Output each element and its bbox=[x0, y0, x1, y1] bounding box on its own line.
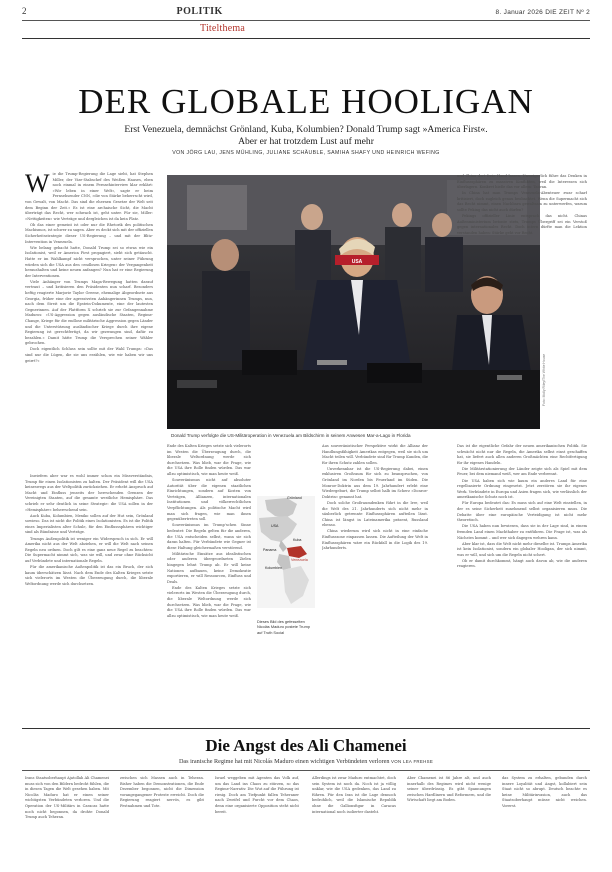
paragraph: Doch eigentlich Schluss sein sollte mit der Wahl Trumps: »Das sind nur die Lügen, die sie uns erzählen, wie wir haben wir uns geirrt?« bbox=[25, 347, 153, 363]
map-label-usa: USA bbox=[271, 524, 279, 528]
sub-headline: Die Angst des Ali Chamenei bbox=[205, 736, 407, 755]
map-label-groenland: Grönland bbox=[287, 496, 302, 500]
paragraph: Souveränismus nicht auf absoluter Autorität über die eigenen staatlichen Einrichtungen, sondern auf Kosten von Verträgen, Allianzen, internationalen Institutionen und völkerrechtlichen Verpflichtungen. Als politische Macht wird man sich fragen, wie man ihnen gegenübertreten soll. bbox=[167, 478, 251, 522]
sub-article-rule bbox=[22, 728, 590, 729]
paragraph: Militärische Einsätze aus idealistischen oder anderen übergeordneten Zielen hingegen lehnt Trump ab. Er will keine Nationen aufbauen, keine Demokratie exportieren, er will Ressourcen, Einfluss und Deals. bbox=[167, 551, 251, 584]
sub-deck-text: Das iranische Regime hat mit Nicolás Maduro einen wichtigen Verbündeten verloren bbox=[178, 758, 390, 765]
photo-credit: Foto: Molly Riley/The White House bbox=[542, 353, 546, 406]
paragraph: Das ist die eigentliche Gefahr der neuen amerikanischen Politik. Sie schwächt nicht nur die Regeln, die Amerika selbst einst geschaffen hat, sie liefert auch allen anderen Großmächten eine Rechtfertigung für ihr eigenes Handeln. bbox=[457, 444, 587, 465]
map-label-kolumbien: Kolumbien bbox=[265, 566, 282, 570]
paragraph: Souveränismus im Trump'schen Sinne bedeutet: Die Regeln gelten für die anderen, die USA entscheiden selbst, wann sie sich daran halten. Für Verbündete wie Gegner ist diese Haltung gleichermaßen verstörend. bbox=[167, 523, 251, 550]
page-header bbox=[22, 6, 590, 20]
paragraph: China wiederum wird sich nicht in eine einfache Einflusszone einpassen lassen. Die Aufteilung der Welt in Einflusssphären wäre ein Rückfall in die Logik des 19. Jahrhunderts. bbox=[322, 529, 428, 551]
map-label-kuba: Kuba bbox=[293, 538, 302, 542]
paragraph: Ob er damit durchkommt, hängt auch davon ab, wie die anderen reagieren. bbox=[457, 558, 587, 569]
sub-author: VON LEA FREHSE bbox=[391, 759, 434, 764]
paragraph: ie die Trump-Regierung die Lage sieht, hat Stephen Miller, der Vize-Stabschef des Weißen Hauses, eben noch einmal in einem Fernsehinterview klar erklärt: »Wir leben in einer Welt«, sagte er beim Fernsehsender CNN, »die von Stärke beherrscht wird, von Gewalt, von Macht. Das sind die ehernen Gesetze der Welt seit dem Beginn der Zeit.« Es ist eine archaische Sicht, die Macht überträgt das Recht, wer schwach ist, geht unter. Für sie, Miller: »Nettigkeiten« wie Verträge und dergleichen ist da kein Platz. bbox=[25, 172, 153, 221]
paragraph: Irans Staatsoberhaupt Ajatollah Ali Chamenei muss sich von den Bildern bedroht fühlen, die in diesen Tagen die Welt gesehen haben. Mit Nicolás Maduro hat er einen seiner wichtigsten Verbündeten verloren. Und die Operation der US-Militärs in Caracas hatte noch nicht begonnen, da drohte Donald Trump auch Teheran. bbox=[25, 776, 109, 820]
sub-deck-rule bbox=[22, 770, 590, 771]
main-headline: DER GLOBALE HOOLIGAN bbox=[78, 82, 534, 121]
paragraph: Unverkennbar ist die US-Regierung dabei, einen exklusiven Großraum für sich zu beanspruchen, von Grönland im Norden bis Feuerland im Süden. Die Monroe-Doktrin aus dem 19. Jahrhundert erlebt eine Wiedergeburt, die Trump selbst halb im Scherz »Donroe-Doktrin« genannt hat. bbox=[322, 466, 428, 499]
article-column-1-lower bbox=[25, 474, 153, 724]
sub-column-5 bbox=[407, 776, 491, 868]
paragraph: zwischen sich Massen auch in Teheran. Bisher haben die Demonstrationen, die Ende Dezember begonnen, nicht die Dimension vorangegangener Proteste erreicht. Doch die Regierung reagiert nervös, es gibt Festnahmen und Tote. bbox=[120, 776, 204, 808]
page-number: 2 bbox=[22, 6, 27, 16]
subsection-rule bbox=[22, 38, 590, 39]
section-title: POLITIK bbox=[176, 6, 223, 17]
paragraph: Ende des Kalten Krieges setzte sich vielerorts im Westen die Überzeugung durch, die liberale Weltordnung werde sich durchsetzen. Was blieb, war die Frage, wie die USA ihre Rolle finden würden. Das war allzu optimistisch, wie man heute weiß. bbox=[167, 585, 251, 618]
paragraph: Aus souveränistischer Perspektive wirkt die Allianz der Handlungsfähigkeit Amerikas entgegen, weil sie sich um Macht teilen will. Verbündete sind für Trump Kunden, die für ihren Schutz zahlen sollen. bbox=[322, 444, 428, 465]
paragraph: Für Europa bedeutet das: Es muss sich auf eine Welt einstellen, in der es seine Sicherheit zunehmend selbst organisieren muss. Die Debatte über eine europäische Verteidigung ist nicht mehr theoretisch. bbox=[457, 501, 587, 523]
drop-cap: W bbox=[25, 172, 50, 198]
subsection-title: Titelthema bbox=[200, 23, 245, 34]
map-inset bbox=[257, 496, 315, 608]
paragraph: Allerdings ist zwar Maduro entmachtet, doch sein System ist noch da. Noch ist ja völlig unklar, wie die USA gedenken, das Land zu führen. Für den Iran ist die Lage dennoch bedrohlich, weil die Islamische Republik ohne die Gallionsfigur in Caracas international noch isolierter dasteht. bbox=[312, 776, 396, 814]
paragraph: und China dort freie Hand lassen. Unweigerlich führe das Denken in Einflusssphären zu massiven Konflikten, weil die Interessen sich überlagern. Konkret hieße das vor allem: Taiwan. bbox=[457, 174, 587, 190]
sub-column-3 bbox=[215, 776, 299, 868]
paragraph: Pekings offizieller Linie entsprach das nicht. Chinas Außenministerium betonte stets, Trumps Übergriff sei ein Verstoß gegen internationales Recht. Doch intern dürfte man die Lektion verstanden haben: Stärke geht vor Recht. bbox=[457, 214, 587, 235]
paragraph: Trumps Außenpolitik ist weniger ein Widerspruch in sich. Er will Amerika nicht aus der Welt abziehen, er will die Welt nach seinen Regeln neu ordnen. Doch gilt es eine ganz neue Regel zu beachten: Die Supermacht nimmt sich, was sie will, und zwar ohne Rücksicht auf Verbündete und internationale Regeln. bbox=[25, 536, 153, 563]
main-deck bbox=[60, 124, 552, 148]
paragraph: Wie belang gebacht hatte, Donald Trump sei so etwas wie ein Isolationist, weil er America First propagiert, sieht sich getäuscht. Hatte er im Wahlkampf nicht versprochen, unter seiner Führung würden sich die USA aus den »endlosen Kriegen« der Vergangenheit heraushalten und keine neuen anfangen? Nun hat er eine Regierung der Interventionen. bbox=[25, 245, 153, 278]
paragraph: Ob das einer gemeint ist oder nur die Rhetorik des politischen Machismos, ist schwer zu sagen. Aber es deckt sich mit der offiziellen Sicherheitsstrategie dieser US-Regierung – und mit der Blitz-Intervention in Venezuela. bbox=[25, 222, 153, 244]
map-graphic bbox=[257, 496, 315, 608]
article-column-6 bbox=[457, 444, 587, 724]
header-rule bbox=[22, 20, 590, 21]
sub-column-1 bbox=[25, 776, 109, 868]
paragraph: Aber klar ist, dass die Welt nicht mehr dieselbe ist. Trumps Amerika ist kein Isolationist, sondern ein globaler Hooligan, der sich nimmt, was er will, und sich um die Regeln nicht schert. bbox=[457, 541, 587, 557]
paragraph: Auch Kuba, Kolumbien, Mexiko sollen auf der Hut sein, Grönland sowieso. Das ist nicht die Politik eines Isolationisten. Es ist die Politik eines Imperialisten alter Schule, für den Einflusssphären wichtiger sind als Bündnisse und Verträge. bbox=[25, 513, 153, 535]
map-label-venezuela: Venezuela bbox=[291, 558, 308, 562]
byline: VON JÖRG LAU, JENS MÜHLING, JULIANE SCHÄUBLE, SAMIHA SHAFY UND HEINRICH WEFING bbox=[172, 150, 440, 156]
svg-text:USA: USA bbox=[351, 259, 363, 265]
paragraph: Die USA haben sich wie kaum ein anderes Land für eine regelbasierte Ordnung eingesetzt. Jetzt zerstören sie ihr eigenes Werk. Verbündete in Europa und Asien fragen sich, wie verlässlich der amerikanische Schutz noch ist. bbox=[457, 478, 587, 500]
sub-column-4 bbox=[312, 776, 396, 868]
paragraph: Die USA haben nun bewiesen, dass sie in der Lage sind, in einem fremden Land einen Machthaber zu entführen. Die Frage ist, was als Nächstes kommt – und wer sich dagegen wehren kann. bbox=[457, 524, 587, 540]
paragraph: Die Militärstationierung der Länder zeigte sich als Spiel mit dem Feuer, bei dem niemand weiß, wer am Ende verbrennt. bbox=[457, 466, 587, 477]
sub-column-2 bbox=[120, 776, 204, 868]
photo-caption: Donald Trump verfolgte die US-Militäroperation in Venezuela am Bildschirm in seinem Anwesen Mar-a-Lago in Florida bbox=[171, 433, 411, 438]
article-column-2 bbox=[167, 444, 251, 724]
paragraph: Viele Anhänger von Trumps Maga-Bewegung hatten darauf vertraut – und kritisieren den Präsidenten nun scharf. Besonders heftig reagierte Marjorie Taylor Greene, ehemalige Abgeordnete aus Georgia, früher eine der agressivsten Anhängerinnen Trumps, nun, nach dem Streit um die Epstein-Dokumente, eine der lautesten Gegnerinnen. Auf der Plattform X schrieb sie zur Gefangennahme Maduros: »US-Aggression gegen ausländische Staaten, Regime-Change, Kriege für die endlose militärische Aggression gegen Länder und die Unterstützung ausländischer Kriege durch ihre eigene Regierung ist gerechtfertigt, da wir gezwungen sind, dafür zu bezahlen.« Damit hätte Trump die Versprechen seiner Wähler gebrochen. bbox=[25, 279, 153, 346]
paragraph: das System zu erhalten, gebunden durch innere Loyalität und Angst, kollabiert sein Staat nicht so abrupt. Deutsch beachte es keine Militärinvasion, auch das Staatsoberhaupt müsse nicht weichen. Vorerst. bbox=[502, 776, 587, 808]
paragraph: Ende des Kalten Krieges setzte sich vielerorts im Westen die Überzeugung durch, die liberale Weltordnung werde sich durchsetzen. Was blieb, war die Frage, wie die USA ihre Rolle finden würden. Das war allzu optimistisch, wie man heute weiß. bbox=[167, 444, 251, 476]
deck-line-1: Erst Venezuela, demnächst Grönland, Kuba, Kolumbien? Donald Trump sagt »America First«. bbox=[124, 124, 488, 135]
article-column-5 bbox=[457, 174, 587, 294]
deck-line-2: Aber er hat trotzdem Lust auf mehr bbox=[238, 136, 374, 147]
paragraph: In China hat man Trumps Venezuela-Abenteuer zwar scharf kritisiert, doch zugleich genau beobachtet. Wenn die Supermacht sich das Recht nimmt, einen Nachbarn gewaltsam zu unterwerfen, warum sollte Peking das nicht auch dürfen? bbox=[457, 191, 587, 213]
issue-info: 8. Januar 2026 DIE ZEIT Nº 2 bbox=[495, 9, 590, 16]
article-column-4 bbox=[322, 444, 428, 724]
sub-deck bbox=[0, 758, 612, 765]
map-caption: Dieses Bild des gefesselten Nicolás Maduro postete Trump auf Truth Social bbox=[257, 619, 310, 635]
paragraph: Aber Chamenei ist 86 Jahre alt, und auch innerhalb des Regimes wird nicht wenige seiner überdrüssig. Es gibt Spannungen zwischen Hardlinern und Reformern, und die Wirtschaft liegt am Boden. bbox=[407, 776, 491, 803]
article-column-1 bbox=[25, 172, 153, 472]
paragraph: Israel weggeben mit Agenten das Volk auf, um das Land ins Chaos zu stürzen, so das Regime-Narrativ. Die Wut auf die Führung ist riesig. Doch am Tiefpunkt fallen Teheraner nach Zweifel und Furcht vor dem Chaos, denn eine organisierte Opposition steht nicht bereit. bbox=[215, 776, 299, 814]
map-label-panama: Panama bbox=[263, 548, 277, 552]
paragraph: Für die amerikanische Außenpolitik ist das ein Bruch, der sich kaum überschätzen lässt. Nach dem Ende des Kalten Krieges setzte sich vielerorts im Westen die Überzeugung durch, die liberale Weltordnung werde sich durchsetzen. bbox=[25, 565, 153, 586]
paragraph: Inwiefern aber war es wohl immer schon ein Missverständnis, Trump für einen Isolationisten zu halten. Der Präsident will die USA keineswegs aus der Weltpolitik zurückziehen. Er erhebt Anspruch auf Macht und Einfluss jenseits der herrschenden Grenzen der Vereinigten Staaten, auf die gesamte westliche Hemisphäre. Das schrieb er sehr deutlich in seine Strategie: die USA sollen in der »Hemisphäre« beherrschend sein. bbox=[25, 474, 153, 512]
sub-column-6 bbox=[502, 776, 587, 868]
paragraph: Doch solche Großraumdenken führt in die Irre, weil die Welt des 21. Jahrhunderts sich nicht mehr in säuberlich getrennte Einflusssphären aufteilen lässt. China ist längst in Lateinamerika präsent, Russland ebenso. bbox=[322, 500, 428, 528]
